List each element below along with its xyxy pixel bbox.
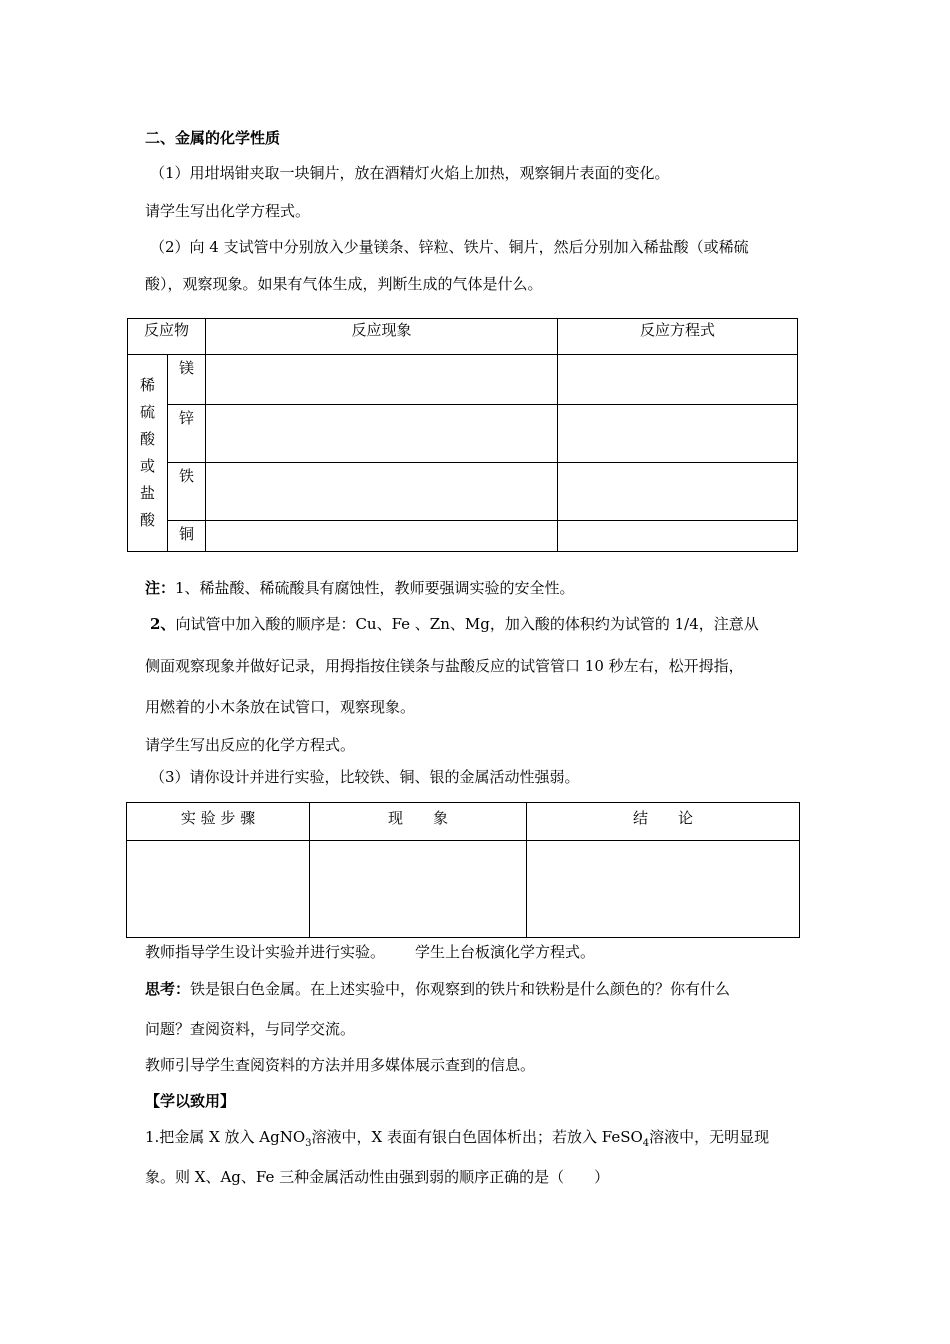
cell-phenomenon xyxy=(206,521,558,552)
think-line1 xyxy=(145,979,730,999)
section-title: 二、金属的化学性质 xyxy=(145,129,281,147)
paragraph-test-tubes-line2: 酸），观察现象。如果有气体生成，判断生成的气体是什么。 xyxy=(145,275,543,293)
student-board-text: 学生上台板演化学方程式。 xyxy=(415,943,596,961)
note-label: 注： xyxy=(145,579,176,597)
cell-phenomena xyxy=(310,841,527,938)
metal-zn: 锌 xyxy=(168,405,206,463)
experiment-table xyxy=(126,802,800,938)
acid-char: 盐 xyxy=(139,484,155,502)
paragraph-teacher-guide xyxy=(145,942,595,962)
header-reactant: 反应物 xyxy=(128,319,206,355)
acid-char: 稀 xyxy=(139,376,155,394)
teacher-guide-text: 教师指导学生设计实验并进行实验。 xyxy=(145,943,386,961)
acid-char: 或 xyxy=(139,457,155,475)
think-label: 思考： xyxy=(145,980,191,998)
note-2-line2: 侧面观察现象并做好记录，用拇指按住镁条与盐酸反应的试管管口 10 秒左右，松开拇指， xyxy=(145,657,744,675)
note-2-line3: 用燃着的小木条放在试管口，观察现象。 xyxy=(145,698,416,716)
acid-label xyxy=(128,355,168,552)
q1-prefix: 1.把金属 X 放入 AgNO xyxy=(145,1128,306,1146)
cell-equation xyxy=(558,355,798,405)
cell-phenomenon xyxy=(206,355,558,405)
paragraph-design-experiment: （3）请你设计并进行实验，比较铁、铜、银的金属活动性强弱。 xyxy=(150,768,580,786)
q1-subscript: 3 xyxy=(305,1138,312,1149)
cell-conclusion xyxy=(527,841,800,938)
cell-equation xyxy=(558,463,798,521)
note-2-line1 xyxy=(150,614,759,634)
header-conclusion: 结 论 xyxy=(527,803,800,841)
paragraph-test-tubes-line1: （2）向 4 支试管中分别放入少量镁条、锌粒、铁片、铜片，然后分别加入稀盐酸（或稀硫 xyxy=(150,238,749,256)
think-line2: 问题？查阅资料，与同学交流。 xyxy=(145,1020,356,1038)
header-equation: 反应方程式 xyxy=(558,319,798,355)
q1-middle: 溶液中，X 表面有银白色固体析出；若放入 FeSO xyxy=(311,1128,643,1146)
note-1 xyxy=(145,578,575,598)
note-2-number: 2、 xyxy=(150,615,176,633)
q1-subscript: 4 xyxy=(642,1138,650,1149)
think-text: 铁是银白色金属。在上述实验中，你观察到的铁片和铁粉是什么颜色的？你有什么 xyxy=(190,980,731,998)
paragraph-write-equation: 请学生写出化学方程式。 xyxy=(145,202,311,220)
paragraph-write-reaction: 请学生写出反应的化学方程式。 xyxy=(145,736,356,754)
acid-char: 酸 xyxy=(139,511,155,529)
question-1-line2: 象。则 X、Ag、Fe 三种金属活动性由强到弱的顺序正确的是（ ） xyxy=(145,1168,610,1186)
cell-equation xyxy=(558,521,798,552)
paragraph-teacher-multimedia: 教师引导学生查阅资料的方法并用多媒体展示查到的信息。 xyxy=(145,1056,536,1074)
cell-phenomenon xyxy=(206,405,558,463)
note-1-text: 1、稀盐酸、稀硫酸具有腐蚀性，教师要强调实验的安全性。 xyxy=(175,579,575,597)
acid-char: 硫 xyxy=(139,403,155,421)
header-steps: 实 验 步 骤 xyxy=(127,803,310,841)
cell-steps xyxy=(127,841,310,938)
reaction-table xyxy=(127,318,798,552)
metal-mg: 镁 xyxy=(168,355,206,405)
header-phenomenon: 反应现象 xyxy=(206,319,558,355)
apply-title: 【学以致用】 xyxy=(145,1092,236,1110)
paragraph-copper-heating: （1）用坩埚钳夹取一块铜片，放在酒精灯火焰上加热，观察铜片表面的变化。 xyxy=(150,164,670,182)
header-phenomena: 现 象 xyxy=(310,803,527,841)
acid-char: 酸 xyxy=(139,430,155,448)
question-1-line1 xyxy=(145,1127,769,1154)
cell-phenomenon xyxy=(206,463,558,521)
metal-fe: 铁 xyxy=(168,463,206,521)
note-2-text: 向试管中加入酸的顺序是：Cu、Fe 、Zn、Mg，加入酸的体积约为试管的 1/4，注意从 xyxy=(175,615,759,633)
q1-end: 溶液中，无明显现 xyxy=(649,1128,770,1146)
cell-equation xyxy=(558,405,798,463)
metal-cu: 铜 xyxy=(168,521,206,552)
